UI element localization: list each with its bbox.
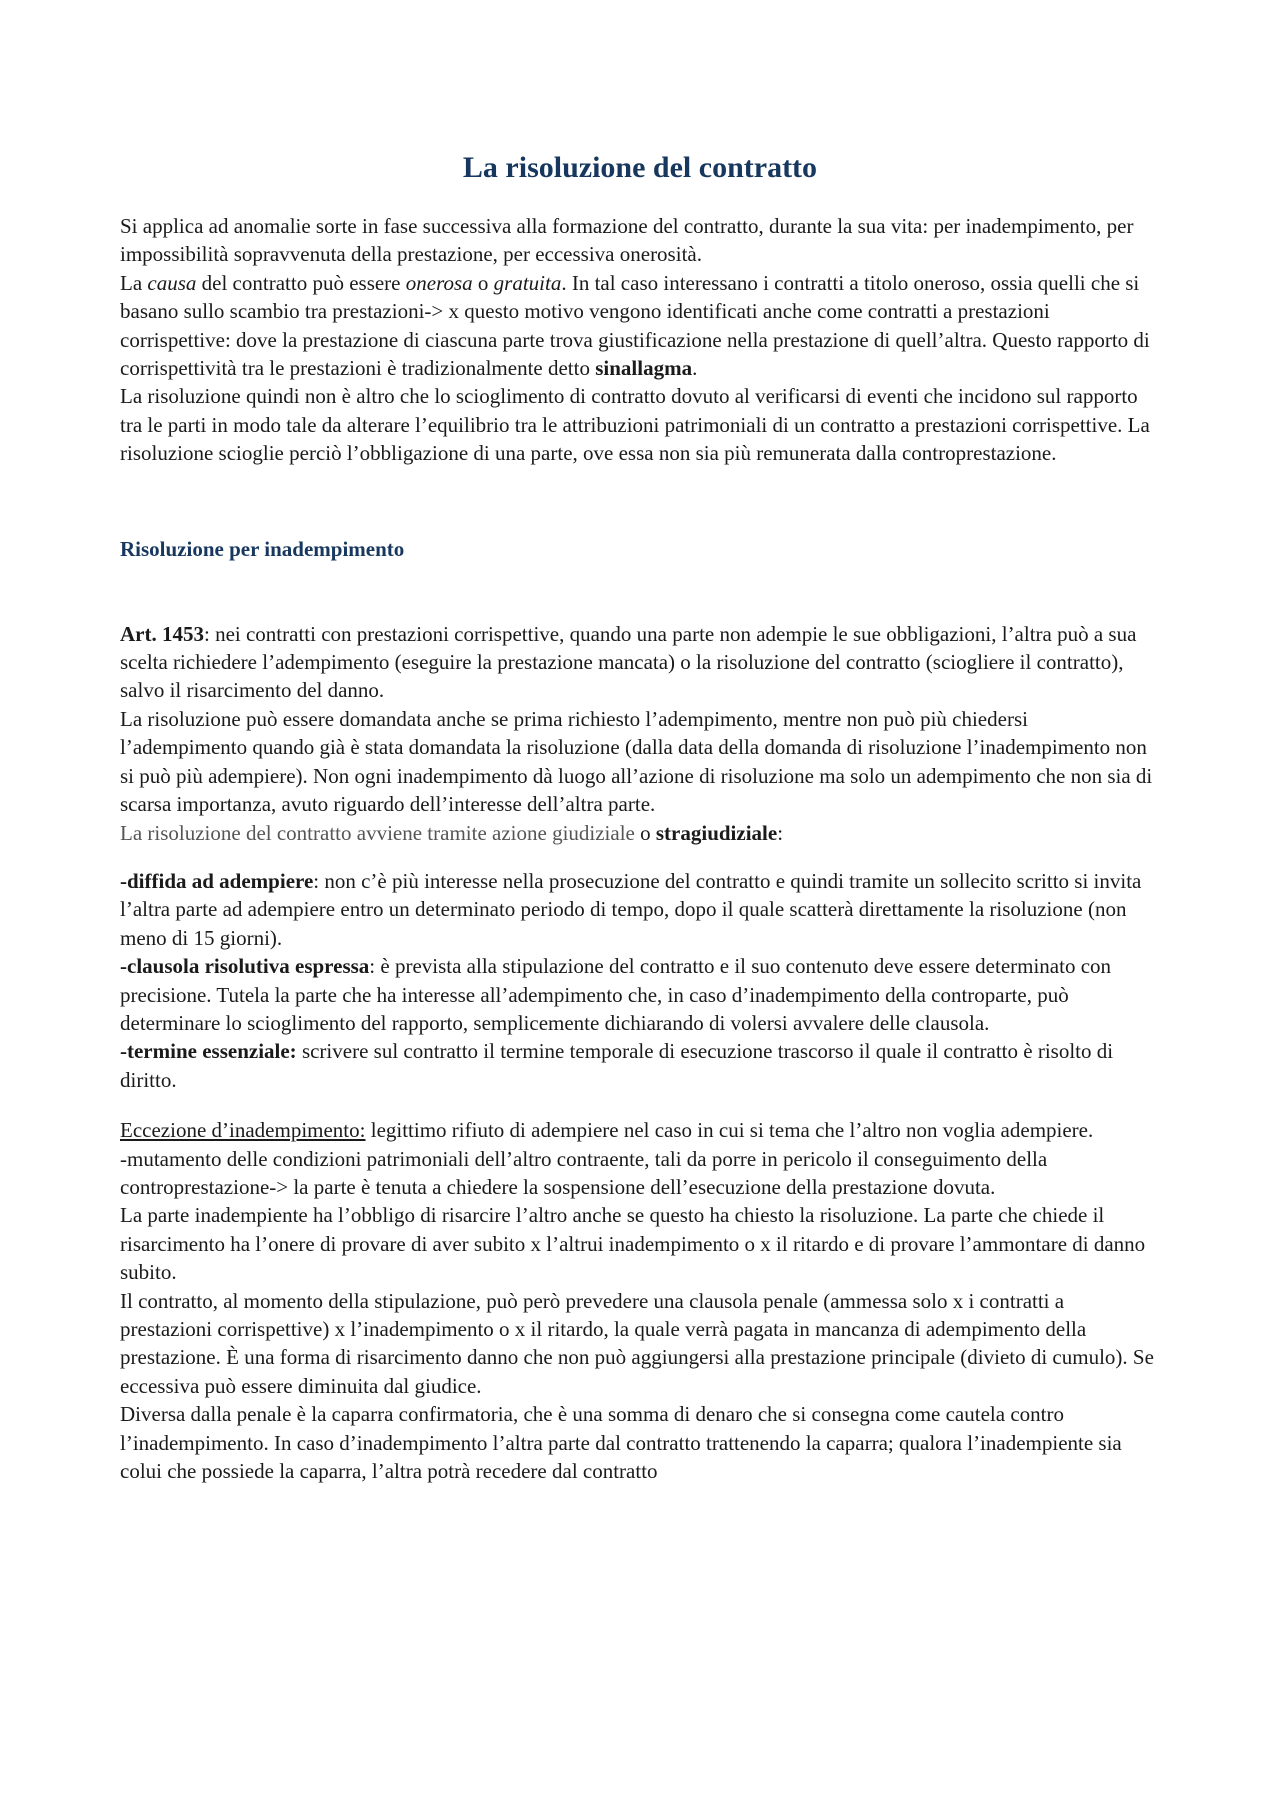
- azione-text: La risoluzione del contratto avviene tramite azione giudiziale: [120, 820, 635, 845]
- clausola-paragraph: [120, 952, 1160, 1037]
- text-run: o: [472, 270, 494, 295]
- intro-paragraph-2: [120, 269, 1160, 383]
- diffida-label: -diffida ad adempiere: [120, 868, 314, 893]
- intro-paragraph-1: Si applica ad anomalie sorte in fase successiva alla formazione del contratto, durante la sua vita: per inadempimento, per impossibilità sopravvenuta della prestazione, per eccessiva onerosità.: [120, 214, 1134, 267]
- clausola-text: : è prevista alla stipulazione del contratto e il suo contenuto deve essere determinato con precisione. Tutela la parte che ha interesse all’adempimento che, in caso d’inadempimento della controparte, può determinare lo scioglimento del rapporto, semplicemente dichiarando di volersi avvalere delle clausola.: [120, 954, 1112, 1035]
- diffida-text: : non c’è più interesse nella prosecuzione del contratto e quindi tramite un sollecito scritto si invita l’altra parte ad adempiere entro un determinato periodo di tempo, dopo il quale scatterà direttamente la risoluzione (non meno di 15 giorni).: [120, 868, 1142, 950]
- text-run: o: [634, 820, 656, 845]
- mutamento-paragraph: -mutamento delle condizioni patrimoniali dell’altro contraente, tali da porre in pericolo il conseguimento della controprestazione-> la parte è tenuta a chiedere la sospensione dell’esecuzione della prestazione dovuta.: [120, 1146, 1048, 1199]
- termine-paragraph: [120, 1037, 1160, 1094]
- penale-paragraph: Il contratto, al momento della stipulazione, può però prevedere una clausola penale (ammessa solo x i contratti a prestazioni corrispettive) x l’inadempimento o x il ritardo, la quale verrà pagata in mancanza di adempimento della prestazione. È una forma di risarcimento danno che non può aggiungersi alla prestazione principale (divieto di cumulo). Se eccessiva può essere diminuita dal giudice.: [120, 1288, 1154, 1398]
- azione-paragraph: [120, 819, 1160, 847]
- text-run: . In tal caso interessano i contratti a titolo oneroso, ossia quelli che si basano sullo scambio tra prestazioni-> x questo motivo vengono identificati anche come contratti a prestazioni corrispettive: dove la prestazione di ciascuna parte trova giustificazione nella prestazione di quell’altra. Questo rapporto di corrispettività tra le prestazioni è tradizionalmente detto: [120, 270, 1150, 381]
- article-text: : nei contratti con prestazioni corrispettive, quando una parte non adempie le sue obbligazioni, l’altra può a sua scelta richiedere l’adempimento (eseguire la prestazione mancata) o la risoluzione del contratto (sciogliere il contratto), salvo il risarcimento del danno.: [120, 621, 1137, 703]
- clausola-label: -clausola risolutiva espressa: [120, 954, 370, 979]
- document-page: [120, 148, 1160, 1485]
- eccezione-text: legittimo rifiuto di adempiere nel caso in cui si tema che l’altro non voglia adempiere.: [365, 1118, 1094, 1143]
- section-heading: Risoluzione per inadempimento: [120, 536, 405, 561]
- text-run: :: [777, 820, 784, 845]
- term-onerosa: onerosa: [405, 270, 473, 295]
- termine-text: scrivere sul contratto il termine temporale di esecuzione trascorso il quale il contratto è risolto di diritto.: [120, 1039, 1114, 1092]
- document-title: La risoluzione del contratto: [462, 151, 818, 184]
- article-label: Art. 1453: [120, 621, 204, 646]
- inadempiente-paragraph: La parte inadempiente ha l’obbligo di risarcire l’altro anche se questo ha chiesto la risoluzione. La parte che chiede il risarcimento ha l’onere di provare di aver subito x l’altrui inadempimento o x il ritardo e di provare l’ammontare di danno subito.: [120, 1203, 1146, 1285]
- term-gratuita: gratuita: [493, 270, 562, 295]
- text-run: La: [120, 270, 148, 295]
- text-run: .: [692, 356, 698, 381]
- term-sinallagma: sinallagma: [595, 356, 693, 381]
- termine-label: -termine essenziale:: [120, 1039, 297, 1064]
- term-stragiudiziale: stragiudiziale: [655, 820, 778, 845]
- intro-paragraph-3: La risoluzione quindi non è altro che lo scioglimento di contratto dovuto al verificarsi di eventi che incidono sul rapporto tra le parti in modo tale da alterare l’equilibrio tra le attribuzioni patrimoniali di un contratto a prestazioni corrispettive. La risoluzione scioglie perciò l’obbligazione di una parte, ove essa non sia più remunerata dalla controprestazione.: [120, 384, 1150, 466]
- term-causa: causa: [147, 270, 197, 295]
- eccezione-label: Eccezione d’inadempimento:: [120, 1118, 366, 1143]
- caparra-paragraph: Diversa dalla penale è la caparra confirmatoria, che è una somma di denaro che si consegna come cautela contro l’inadempimento. In caso d’inadempimento l’altra parte dal contratto trattenendo la caparra; qualora l’inadempiente sia colui che possiede la caparra, l’altra potrà recedere dal contratto: [120, 1402, 1122, 1484]
- text-run: del contratto può essere: [196, 270, 406, 295]
- domanda-paragraph: La risoluzione può essere domandata anche se prima richiesto l’adempimento, mentre non può più chiedersi l’adempimento quando già è stata domandata la risoluzione (dalla data della domanda di risoluzione l’inadempimento non si può più adempiere). Non ogni inadempimento dà luogo all’azione di risoluzione ma solo un adempimento che non sia di scarsa importanza, avuto riguardo dell’interesse dell’altra parte.: [120, 706, 1153, 817]
- eccezione-paragraph: [120, 1116, 1160, 1144]
- article-1453-paragraph: [120, 620, 1160, 705]
- diffida-paragraph: [120, 867, 1160, 952]
